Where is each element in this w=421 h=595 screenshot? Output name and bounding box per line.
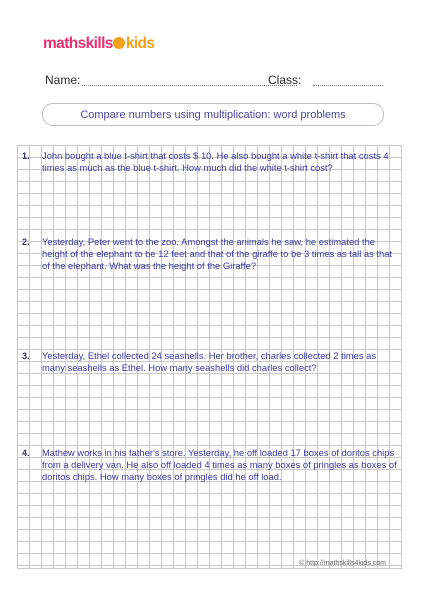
problem-number: 4. (22, 448, 30, 458)
name-label: Name: (45, 73, 81, 87)
problem-text: Mathew works in his father's store. Yesterday, he off loaded 17 boxes of doritos chips from a delivery van. He also off loaded 4 times as many boxes of pringles as boxes of doritos chips. How many boxes of pringles did he off load. (42, 447, 397, 482)
problem-text: Yesterday, Ethel collected 24 seashells. Her brother, charles collected 2 times as many seashells as Ethel. How many seashells did charles collect? (42, 350, 377, 373)
site-logo (43, 36, 154, 52)
problem-number: 3. (22, 351, 30, 361)
problem-text: Yesterday, Peter went to the zoo. Amongst the animals he saw, he estimated the height of the elephant to be 12 feet and that of the giraffe to be 3 times as tall as that of the elephant. What was the height of the Giraffe? (42, 236, 393, 271)
student-info-row (45, 73, 390, 89)
logo-text-mathskills: mathskills (43, 35, 113, 52)
problem-number: 2. (22, 237, 30, 247)
problem-number: 1. (22, 151, 30, 161)
footer-url: © http://mathskills4kids.com (299, 560, 386, 567)
problem-text: John bought a blue t-shirt that costs $ 10. He also bought a white t-shirt that costs 4 times as much as the blue t-shirt. How much did the white t-shirt cost? (42, 150, 389, 173)
logo-text-kids: kids (125, 35, 155, 52)
class-label: Class: (268, 73, 302, 87)
class-field[interactable] (313, 85, 383, 86)
worksheet-title: Compare numbers using multiplication: word problems (42, 103, 384, 126)
logo-badge-icon (113, 37, 125, 49)
name-field[interactable] (82, 85, 297, 86)
